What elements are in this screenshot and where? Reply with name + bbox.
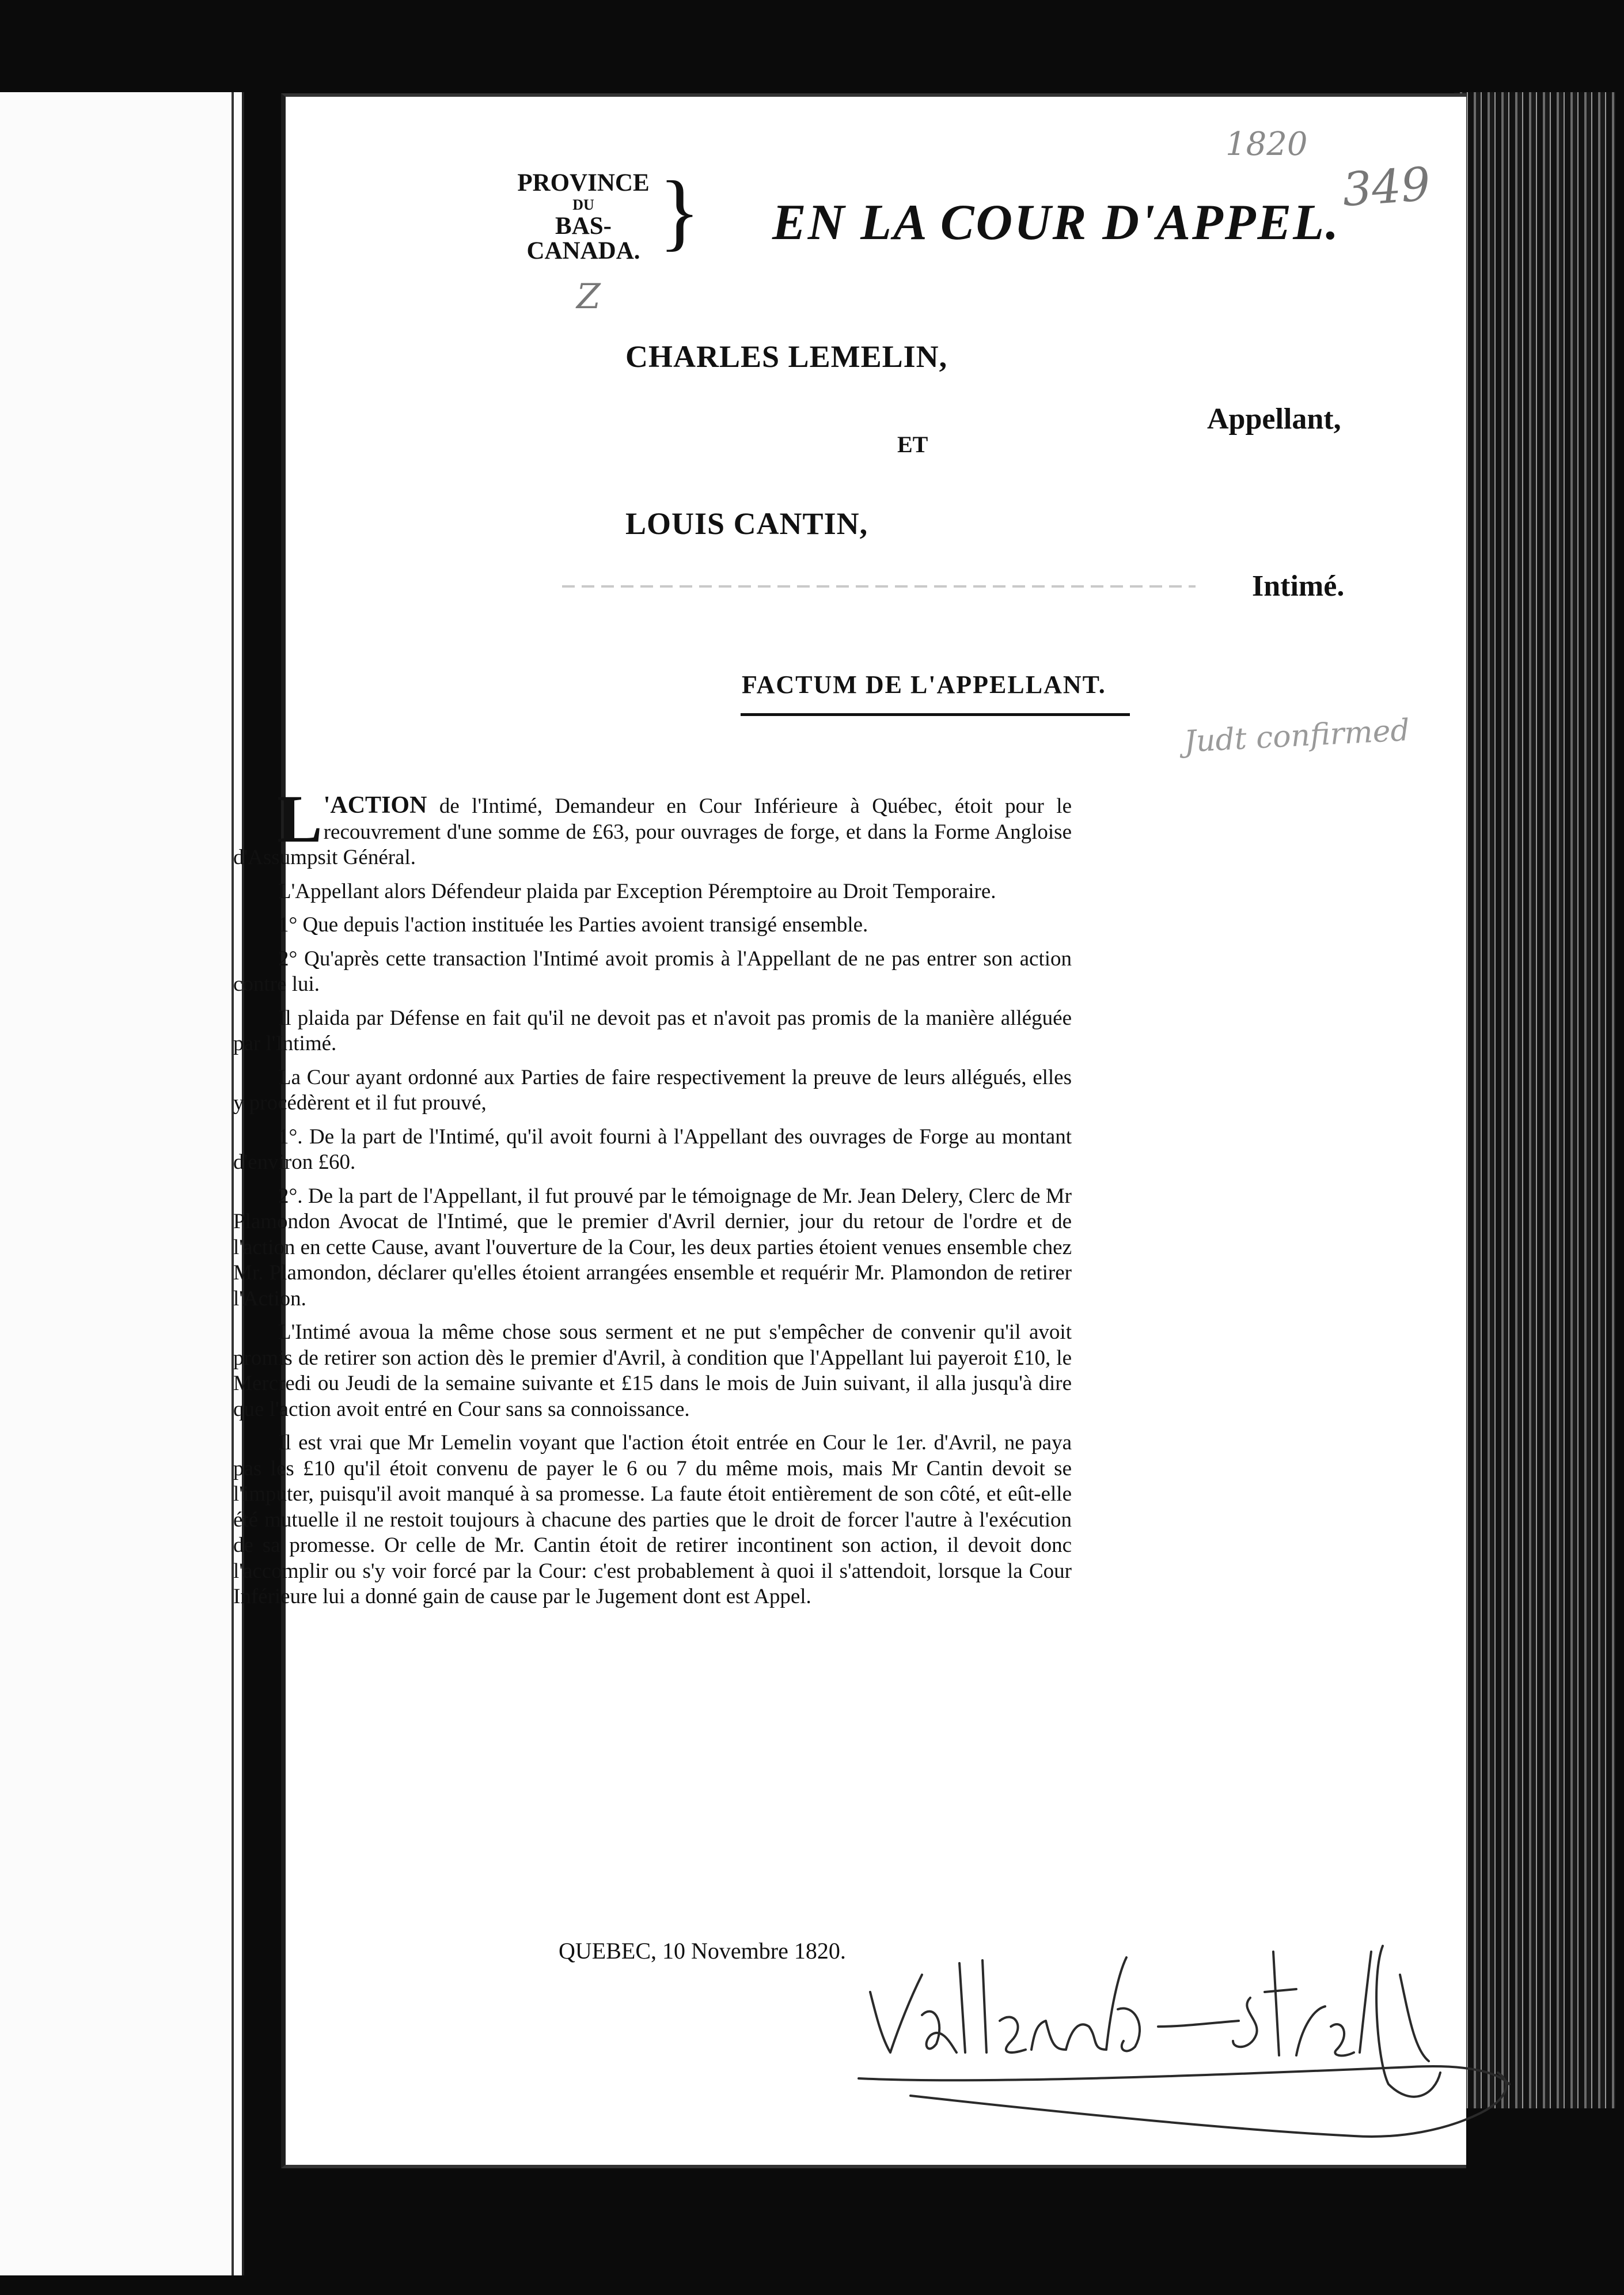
body-paragraph-10: Il est vrai que Mr Lemelin voyant que l'action étoit entrée en Cour le 1er. d'Avril, ne paya pas les £10 qu'il étoit convenu de payer le 6 ou 7 du même mois, mais Mr Cantin devoit se l'imputer, puisqu'il avoit manqué à sa promesse. La faute étoit entièrement de son côté, et eût-elle été mutuelle il ne restoit toujours à chacune des parties que le droit de forcer l'autre à l'exécution de sa promesse. Or celle de Mr. Cantin étoit de retirer incontinent son action, il devoit donc l'accomplir ou s'y voir forcé par la Cour: c'est probablement à quoi il s'attendoit, lorsque la Cour Inférieure lui a donné gain de cause par le Jugement dont est Appel. bbox=[233, 1431, 1072, 1608]
handwritten-folio-number: 349 bbox=[1340, 157, 1432, 217]
body-paragraph-1 bbox=[233, 781, 1072, 871]
court-title: EN LA COUR D'APPEL. bbox=[772, 195, 1340, 251]
handwritten-margin-note: Judt confirmed bbox=[1183, 713, 1411, 760]
body-paragraph-2: L'Appellant alors Défendeur plaida par Exception Péremptoire au Droit Temporaire. bbox=[278, 879, 996, 903]
paragraph-1-text: de l'Intimé, Demandeur en Cour Inférieure à Québec, étoit pour le recouvrement d'une somme de £63, pour ouvrages de forge, et dans la Forme Angloise d'Assumpsit Général. bbox=[233, 794, 1072, 869]
document-page bbox=[233, 93, 1466, 2168]
province-line-1: PROVINCE bbox=[517, 169, 650, 196]
factum-body bbox=[233, 781, 1072, 1618]
margin-pencil-mark: Z bbox=[576, 277, 601, 317]
body-paragraph-3: 1° Que depuis l'action instituée les Parties avoient transigé ensemble. bbox=[278, 913, 868, 937]
body-paragraph-4: 2° Qu'après cette transaction l'Intimé avoit promis à l'Appellant de ne pas entrer son action contre lui. bbox=[233, 946, 1072, 996]
handwritten-year: 1820 bbox=[1225, 126, 1308, 163]
book-page-edges bbox=[1454, 92, 1615, 2108]
title-underline bbox=[741, 713, 1130, 716]
drop-cap: L bbox=[277, 781, 322, 857]
dateline: QUEBEC, 10 Novembre 1820. bbox=[559, 1938, 846, 1964]
body-paragraph-9: L'Intimé avoua la même chose sous serment et ne put s'empêcher de convenir qu'il avoit promis de retirer son action dès le premier d'Avril, à condition que l'Appellant lui payeroit £10, le Mercredi ou Jeudi de la semaine suivante et £15 dans le mois de Juin suivant, il alla jusqu'à dire que l'action avoit entré en Cour sans sa connoissance. bbox=[233, 1320, 1072, 1421]
respondent-name: LOUIS CANTIN, bbox=[625, 506, 868, 541]
facing-page-edge bbox=[0, 92, 244, 2275]
body-paragraph-5: Il plaida par Défense en fait qu'il ne devoit pas et n'avoit pas promis de la manière alléguée par l'Intimé. bbox=[233, 1006, 1072, 1055]
opening-word: 'ACTION bbox=[323, 792, 427, 819]
faint-bleed-through-line bbox=[562, 585, 1196, 588]
province-heading bbox=[511, 171, 655, 263]
appellant-role: Appellant, bbox=[1207, 403, 1341, 435]
curly-brace: } bbox=[659, 164, 700, 259]
document-title: FACTUM DE L'APPELLANT. bbox=[742, 671, 1106, 699]
handwritten-signature bbox=[836, 1911, 1573, 2165]
respondent-role: Intimé. bbox=[1252, 570, 1345, 603]
body-paragraph-6: La Cour ayant ordonné aux Parties de faire respectivement la preuve de leurs allégués, elles y procédèrent et il fut prouvé, bbox=[233, 1065, 1072, 1115]
province-line-2: DU bbox=[572, 196, 594, 213]
province-line-3: BAS-CANADA. bbox=[526, 213, 640, 264]
body-paragraph-7: 1°. De la part de l'Intimé, qu'il avoit fourni à l'Appellant des ouvrages de Forge au montant d'environ £60. bbox=[233, 1124, 1072, 1174]
party-conjunction: ET bbox=[897, 431, 928, 457]
appellant-name: CHARLES LEMELIN, bbox=[625, 339, 948, 374]
body-paragraph-8: 2°. De la part de l'Appellant, il fut prouvé par le témoignage de Mr. Jean Delery, Clerc de Mr Plamondon Avocat de l'Intimé, que le premier d'Avril dernier, jour du retour de l'ordre et de l'action en cette Cause, avant l'ouverture de la Cour, les deux parties étoient venues ensemble chez Mr. Plamondon, déclarer qu'elles étoient arrangées ensemble et requérir Mr. Plamondon de retirer l'Action. bbox=[233, 1184, 1072, 1311]
